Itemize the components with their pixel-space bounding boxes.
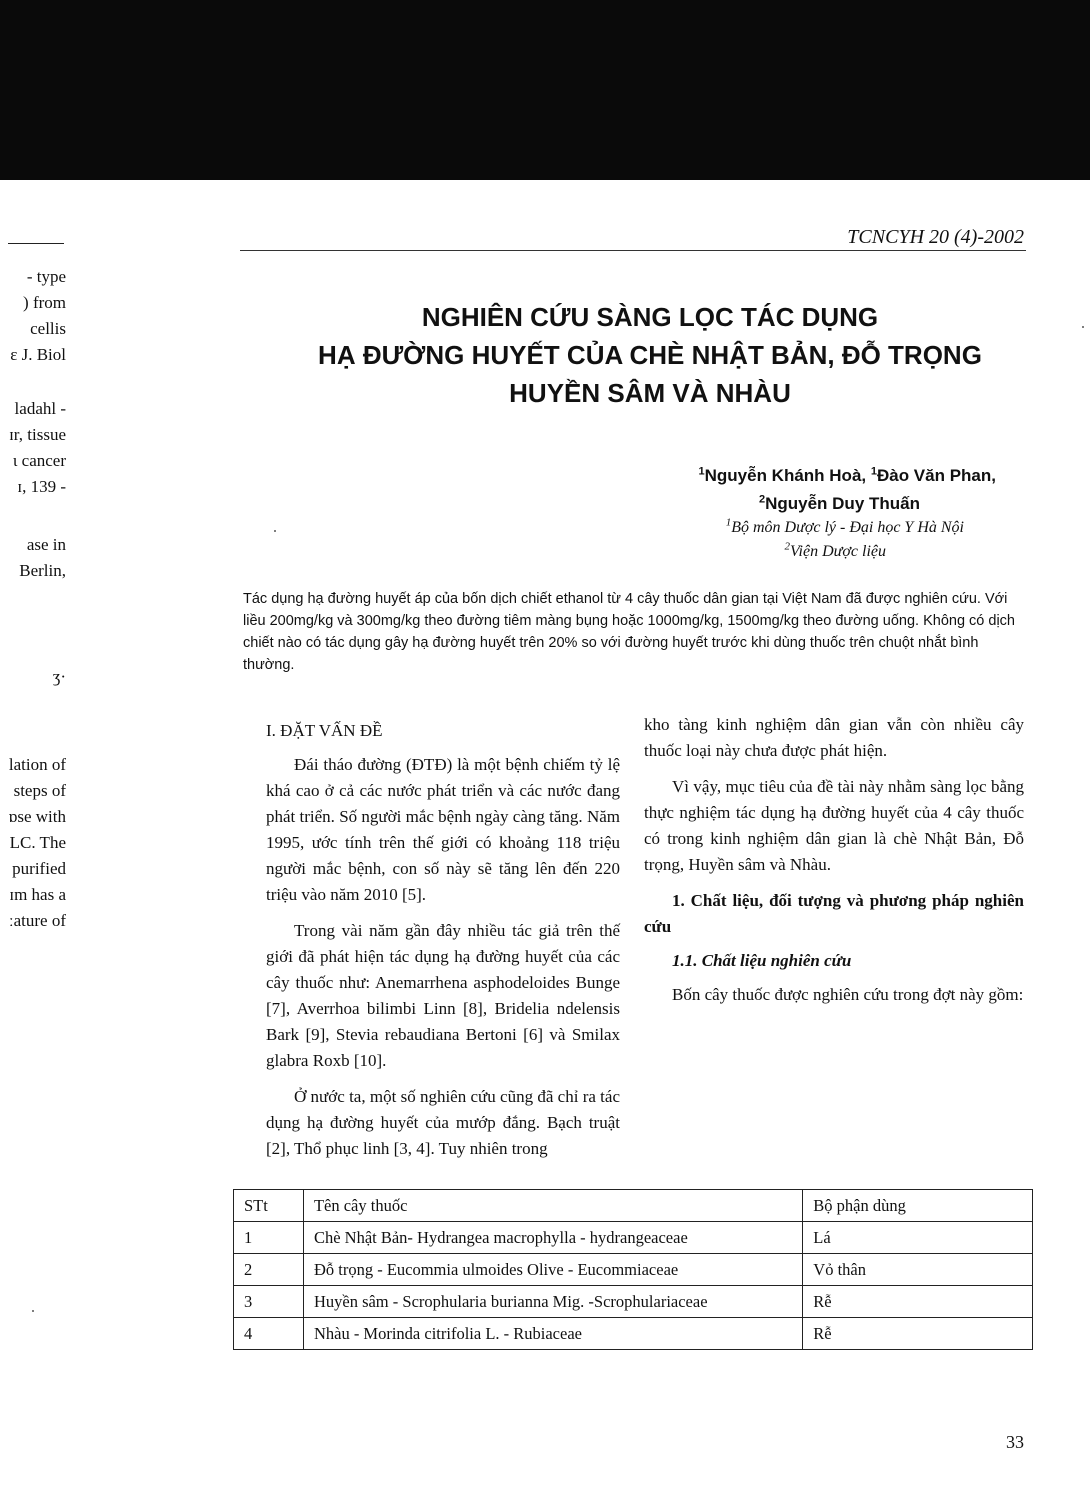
page-number: 33 bbox=[1006, 1432, 1024, 1452]
subsection-heading: 1. Chất liệu, đối tượng và phương pháp nghiên cứu bbox=[644, 891, 1024, 936]
article-title bbox=[300, 298, 1000, 412]
header-rule bbox=[240, 250, 1026, 251]
paragraph: Trong vài năm gần đây nhiều tác giả trên thế giới đã phát hiện tác dụng hạ đường huyết của các cây thuốc như: Anemarrhena asphodeloides Bunge [7], Averrhoa bilimbi Linn [8], Bridelia ndelensis Bark [9], Stevia rebaudiana Bertoni [6] và Smilax glabra Roxb [10]. bbox=[266, 921, 620, 1070]
section-heading: I. ĐẶT VẤN ĐỀ bbox=[266, 721, 383, 740]
author-affiliation-mark: 1 bbox=[870, 465, 877, 478]
journal-reference: TCNCYH 20 (4)-2002 bbox=[847, 226, 1024, 248]
table-header-cell: STt bbox=[234, 1190, 304, 1222]
paragraph: Vì vậy, mục tiêu của đề tài này nhằm sàng lọc bằng thực nghiệm tác dụng hạ đường huyết của 4 cây thuốc có trong kinh nghiệm dân gian là chè Nhật Bản, Đỗ trọng, Huyền sâm và Nhàu. bbox=[644, 777, 1024, 874]
table-cell: 2 bbox=[234, 1254, 304, 1286]
title-line: HẠ ĐƯỜNG HUYẾT CỦA CHÈ NHẬT BẢN, ĐỖ TRỌNG bbox=[318, 340, 982, 370]
facing-page-fragment: ase in Berlin, bbox=[19, 535, 66, 580]
affiliation: Viện Dược liệu bbox=[789, 543, 886, 560]
title-line: NGHIÊN CỨU SÀNG LỌC TÁC DỤNG bbox=[421, 302, 879, 332]
scan-dark-band bbox=[0, 0, 1090, 180]
table-cell: Huyền sâm - Scrophularia burianna Mig. -Scrophulariaceae bbox=[303, 1286, 802, 1318]
table-header-cell: Tên cây thuốc bbox=[303, 1190, 802, 1222]
subsubsection-heading: 1.1. Chất liệu nghiên cứu bbox=[672, 951, 852, 970]
table-cell: 3 bbox=[234, 1286, 304, 1318]
title-line: HUYỀN SÂM VÀ NHÀU bbox=[509, 378, 791, 408]
table-cell: Chè Nhật Bản- Hydrangea macrophylla - hydrangeaceae bbox=[303, 1222, 802, 1254]
table-row bbox=[234, 1286, 1033, 1318]
abstract: Tác dụng hạ đường huyết áp của bốn dịch chiết ethanol từ 4 cây thuốc dân gian tại Việt Nam đã được nghiên cứu. Với liều 200mg/kg và 300mg/kg theo đường tiêm màng bụng hoặc 1000mg/kg, 1500mg/kg theo đường uống. Không có dịch chiết nào có tác dụng gây hạ đường huyết trên 20% so với đường huyết trước khi dùng thuốc trên chuột nhắt bình thường. bbox=[243, 591, 1015, 673]
table-cell: Lá bbox=[803, 1222, 1033, 1254]
paragraph: Đái tháo đường (ĐTĐ) là một bệnh chiếm tỷ lệ khá cao ở cả các nước phát triển và các nước đang phát triển. Số người mắc bệnh ngày càng tăng. Năm 1995, ước tính trên thế giới có khoảng 118 triệu người mắc bệnh, con số này sẽ tăng lên đến 220 triệu vào năm 2010 [5]. bbox=[266, 755, 620, 904]
facing-page-fragment: ladahl - ɪr, tissue ι cancer ɪ, 139 - bbox=[9, 399, 66, 496]
author-name: Nguyễn Duy Thuấn bbox=[765, 494, 920, 513]
table-row bbox=[234, 1254, 1033, 1286]
plant-table bbox=[233, 1189, 1033, 1350]
table-cell: Vỏ thân bbox=[803, 1254, 1033, 1286]
table-cell: Đỗ trọng - Eucommia ulmoides Olive - Eucommiaceae bbox=[303, 1254, 802, 1286]
right-column bbox=[644, 712, 1024, 1018]
author-name: Nguyễn Khánh Hoà, bbox=[704, 466, 871, 485]
table-cell: Rễ bbox=[803, 1318, 1033, 1350]
paragraph: Bốn cây thuốc được nghiên cứu trong đợt này gồm: bbox=[672, 985, 1024, 1004]
facing-page-rule bbox=[8, 243, 64, 244]
facing-page-fragment: lation of steps of ɒse with LC. The purified ɪm has a ːature of bbox=[8, 755, 66, 930]
facing-page-fragment: ʒ· bbox=[52, 667, 66, 686]
table-header-cell: Bộ phận dùng bbox=[803, 1190, 1033, 1222]
author-list bbox=[560, 462, 996, 518]
table-cell: 1 bbox=[234, 1222, 304, 1254]
affiliations: $^1$Bộ môn Dược lý - Đại học Y Hà Nội $^2$Viện Dược liệu bbox=[725, 516, 964, 560]
author-name: Đào Văn Phan, bbox=[876, 466, 996, 485]
table-cell: 4 bbox=[234, 1318, 304, 1350]
author-affiliation-mark: 1 bbox=[698, 465, 705, 478]
affiliation: Bộ môn Dược lý - Đại học Y Hà Nội bbox=[731, 519, 964, 536]
scan-speck bbox=[274, 530, 276, 532]
table-header-row bbox=[234, 1190, 1033, 1222]
scan-speck bbox=[32, 1310, 34, 1312]
table-cell: Rễ bbox=[803, 1286, 1033, 1318]
left-column bbox=[266, 718, 620, 1172]
table-row bbox=[234, 1318, 1033, 1350]
paragraph: kho tàng kinh nghiệm dân gian vẫn còn nhiều cây thuốc loại này chưa được phát hiện. bbox=[644, 715, 1024, 760]
paragraph: Ở nước ta, một số nghiên cứu cũng đã chỉ ra tác dụng hạ đường huyết của mướp đắng. Bạch truật [2], Thổ phục linh [3, 4]. Tuy nhiên trong bbox=[266, 1087, 620, 1158]
author-affiliation-mark: 2 bbox=[758, 493, 766, 506]
table-cell: Nhàu - Morinda citrifolia L. - Rubiaceae bbox=[303, 1318, 802, 1350]
table-row bbox=[234, 1222, 1033, 1254]
facing-page-fragment: - type ) from cellis ɛ J. Biol bbox=[10, 267, 66, 364]
scan-speck bbox=[1082, 326, 1084, 328]
